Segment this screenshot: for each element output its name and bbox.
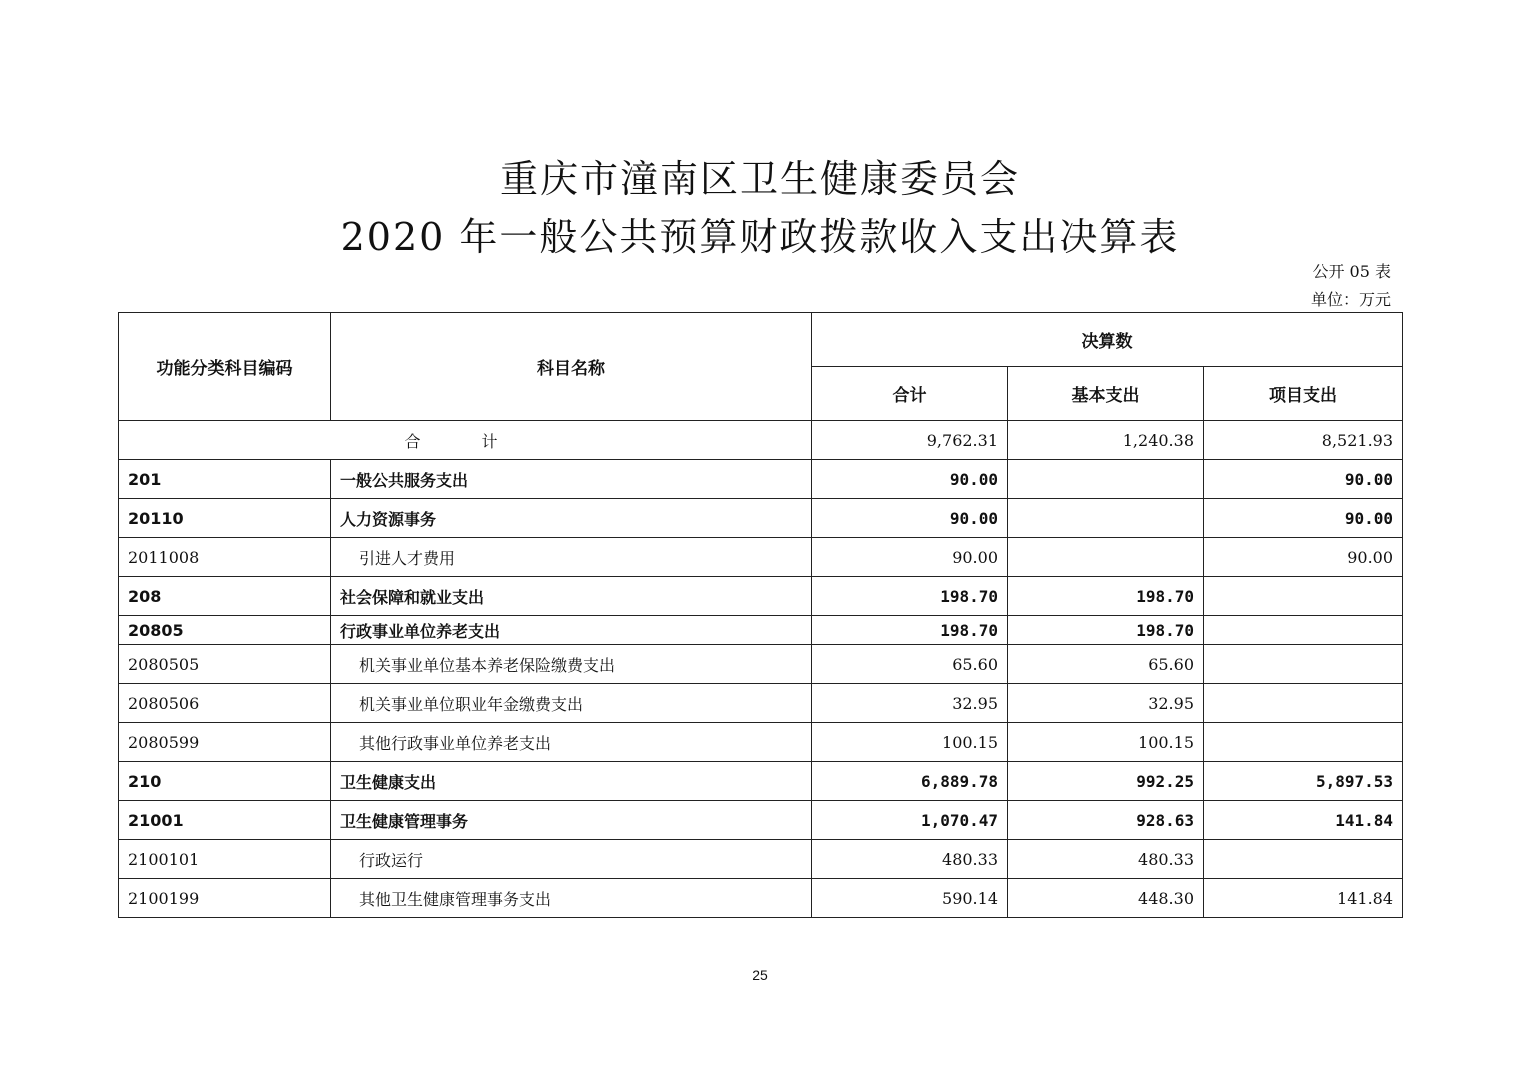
row-total: 590.14 (812, 879, 1008, 918)
table-row (119, 499, 1403, 538)
row-project (1204, 723, 1403, 762)
row-code: 21001 (119, 801, 331, 840)
row-total: 90.00 (812, 460, 1008, 499)
row-basic: 32.95 (1008, 684, 1204, 723)
row-name: 一般公共服务支出 (331, 460, 812, 499)
page-number: 25 (752, 967, 768, 983)
total-row (119, 421, 1403, 460)
row-code: 208 (119, 577, 331, 616)
row-code: 2080506 (119, 684, 331, 723)
header-group: 决算数 (812, 313, 1403, 367)
table-row (119, 762, 1403, 801)
row-total: 90.00 (812, 499, 1008, 538)
total-project: 8,521.93 (1204, 421, 1403, 460)
form-number: 公开 05 表 (1312, 262, 1391, 281)
row-code: 2100199 (119, 879, 331, 918)
unit-label: 单位：万元 (1310, 290, 1391, 309)
row-basic: 928.63 (1008, 801, 1204, 840)
row-basic: 198.70 (1008, 616, 1204, 645)
row-code: 20110 (119, 499, 331, 538)
table-row (119, 684, 1403, 723)
table-row (119, 460, 1403, 499)
row-total: 198.70 (812, 577, 1008, 616)
header-total: 合计 (812, 367, 1008, 421)
row-name: 人力资源事务 (331, 499, 812, 538)
total-label: 合 计 (119, 421, 812, 460)
row-project: 90.00 (1204, 538, 1403, 577)
row-project: 141.84 (1204, 879, 1403, 918)
row-basic: 65.60 (1008, 645, 1204, 684)
row-basic (1008, 538, 1204, 577)
row-project (1204, 840, 1403, 879)
row-project (1204, 645, 1403, 684)
row-code: 2100101 (119, 840, 331, 879)
row-basic (1008, 499, 1204, 538)
row-total: 6,889.78 (812, 762, 1008, 801)
row-code: 2011008 (119, 538, 331, 577)
row-name: 引进人才费用 (331, 538, 812, 577)
row-code: 20805 (119, 616, 331, 645)
row-code: 2080599 (119, 723, 331, 762)
row-code: 210 (119, 762, 331, 801)
row-project (1204, 577, 1403, 616)
row-project: 90.00 (1204, 499, 1403, 538)
row-total: 198.70 (812, 616, 1008, 645)
row-name: 卫生健康管理事务 (331, 801, 812, 840)
document-title: 重庆市潼南区卫生健康委员会 (499, 157, 1020, 201)
row-basic: 448.30 (1008, 879, 1204, 918)
row-project: 90.00 (1204, 460, 1403, 499)
row-total: 1,070.47 (812, 801, 1008, 840)
row-code: 2080505 (119, 645, 331, 684)
total-value: 9,762.31 (812, 421, 1008, 460)
row-total: 32.95 (812, 684, 1008, 723)
table-row (119, 645, 1403, 684)
row-name: 行政运行 (331, 840, 812, 879)
row-project: 5,897.53 (1204, 762, 1403, 801)
row-basic: 480.33 (1008, 840, 1204, 879)
row-total: 90.00 (812, 538, 1008, 577)
row-name: 卫生健康支出 (331, 762, 812, 801)
row-project (1204, 684, 1403, 723)
row-name: 社会保障和就业支出 (331, 577, 812, 616)
row-project: 141.84 (1204, 801, 1403, 840)
row-basic: 992.25 (1008, 762, 1204, 801)
table-row (119, 723, 1403, 762)
header-project: 项目支出 (1204, 367, 1403, 421)
budget-table (118, 312, 1403, 918)
row-name: 其他行政事业单位养老支出 (331, 723, 812, 762)
row-project (1204, 616, 1403, 645)
table-row (119, 879, 1403, 918)
table-row (119, 801, 1403, 840)
row-name: 机关事业单位职业年金缴费支出 (331, 684, 812, 723)
document-subtitle: 2020 年一般公共预算财政拨款收入支出决算表 (340, 215, 1180, 259)
row-name: 其他卫生健康管理事务支出 (331, 879, 812, 918)
total-basic: 1,240.38 (1008, 421, 1204, 460)
row-total: 480.33 (812, 840, 1008, 879)
row-name: 行政事业单位养老支出 (331, 616, 812, 645)
header-name: 科目名称 (331, 313, 812, 421)
row-basic (1008, 460, 1204, 499)
table-row (119, 616, 1403, 645)
row-total: 100.15 (812, 723, 1008, 762)
table-row (119, 840, 1403, 879)
row-basic: 100.15 (1008, 723, 1204, 762)
table-row (119, 538, 1403, 577)
row-name: 机关事业单位基本养老保险缴费支出 (331, 645, 812, 684)
row-basic: 198.70 (1008, 577, 1204, 616)
table-row (119, 577, 1403, 616)
row-total: 65.60 (812, 645, 1008, 684)
row-code: 201 (119, 460, 331, 499)
header-code: 功能分类科目编码 (119, 313, 331, 421)
header-basic: 基本支出 (1008, 367, 1204, 421)
